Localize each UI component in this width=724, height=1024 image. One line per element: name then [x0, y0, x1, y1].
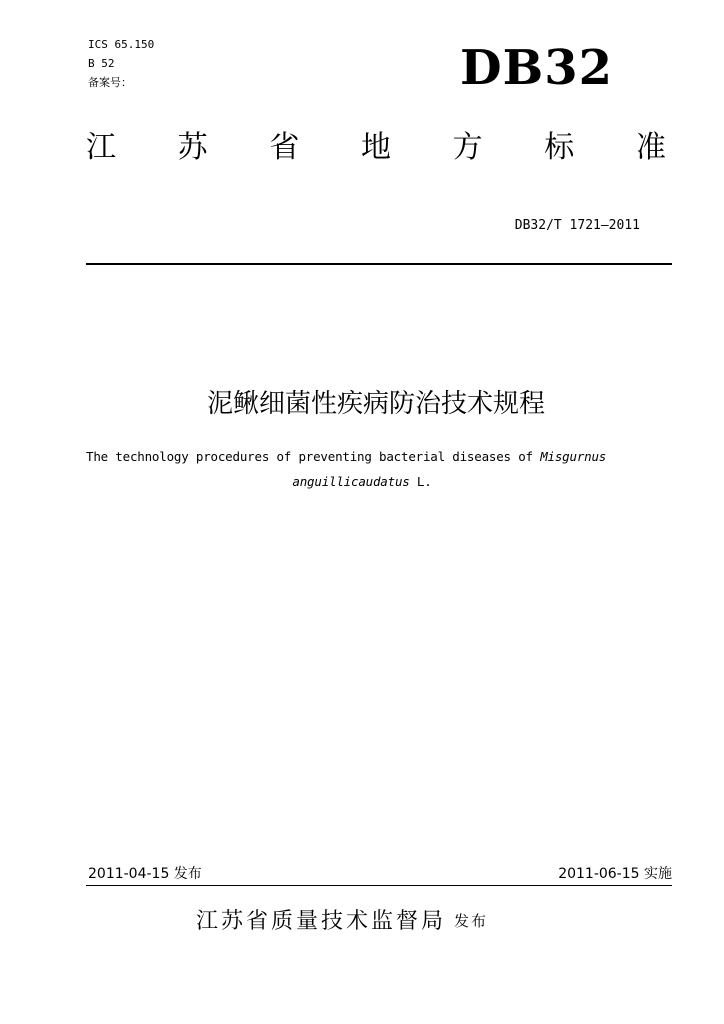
- title-english-prefix: The technology procedures of preventing bacterial diseases of: [86, 449, 541, 464]
- standard-type-char: 标: [544, 130, 575, 165]
- standard-type-heading: [86, 126, 666, 170]
- standard-type-char: 地: [360, 130, 391, 165]
- standard-type-char: 省: [269, 130, 300, 165]
- ics-code: ICS 65.150: [88, 38, 155, 51]
- publisher-name: 江苏省质量技术监督局: [196, 909, 447, 934]
- standard-number: DB32/T 1721—2011: [514, 218, 640, 233]
- title-chinese: 泥鳅细菌性疾病防治技术规程: [206, 389, 545, 419]
- publisher: [196, 904, 488, 939]
- filing-number-label: 备案号：: [88, 76, 132, 89]
- issue-date: 2011-04-15 发布: [88, 866, 202, 882]
- publisher-suffix: 发布: [454, 912, 489, 930]
- title-english-suffix: L.: [409, 474, 432, 489]
- ccs-code: B 52: [88, 57, 115, 70]
- title-english-species: anguillicaudatus: [292, 474, 410, 489]
- standard-type-char: 江: [86, 130, 116, 165]
- title-english-line-2: [0, 473, 724, 491]
- top-divider: [86, 263, 672, 265]
- standard-type-char: 苏: [177, 130, 208, 165]
- title-english-line-1: [86, 448, 672, 466]
- standard-type-char: 准: [635, 130, 666, 165]
- standard-type-char: 方: [452, 130, 483, 165]
- bottom-divider: [86, 885, 672, 886]
- title-english-genus: Misgurnus: [540, 449, 607, 464]
- db32-logo: DB32: [460, 40, 613, 96]
- implementation-date: 2011-06-15 实施: [558, 866, 672, 882]
